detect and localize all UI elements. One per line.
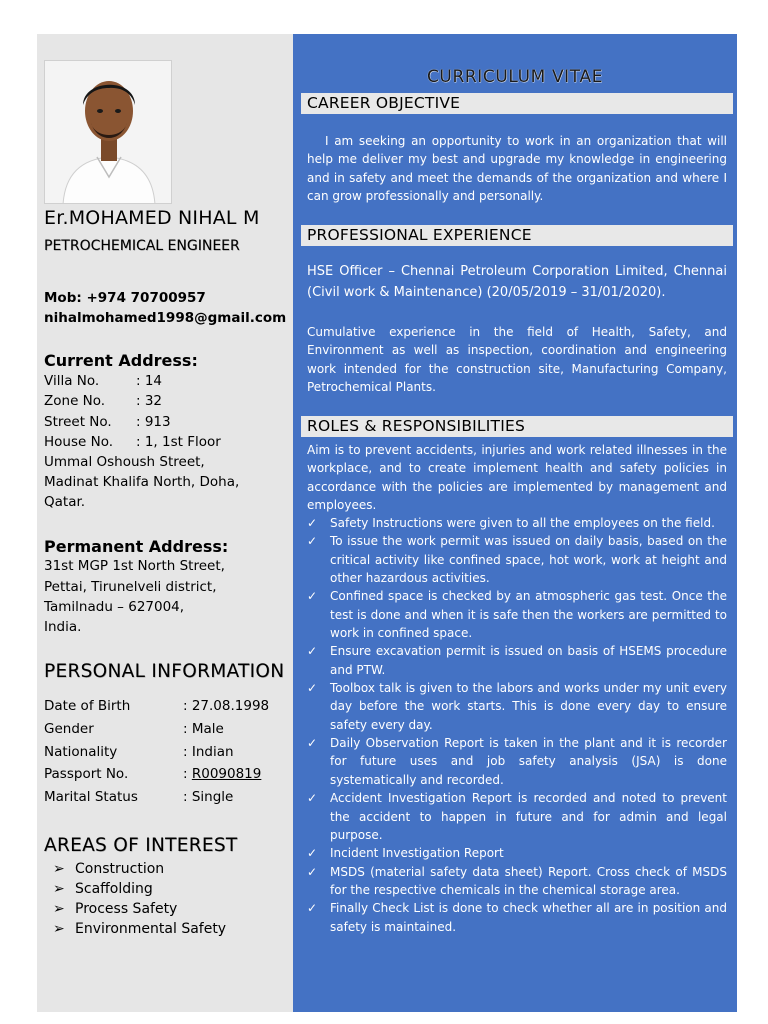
mobile-number: Mob: +974 70700957 xyxy=(44,290,206,306)
email-address: nihalmohamed1998@gmail.com xyxy=(44,310,287,326)
list-item: ✓ Finally Check List is done to check whether all are in position and safety is maintained. xyxy=(307,901,727,934)
candidate-name: Er.MOHAMED NIHAL M xyxy=(44,207,260,229)
personal-row: Marital Status : Single xyxy=(44,789,234,805)
address-line: Pettai, Tirunelveli district, xyxy=(44,579,217,595)
check-icon: ✓ xyxy=(307,534,318,549)
check-icon: ✓ xyxy=(307,681,318,696)
list-item: ✓ Safety Instructions were given to all the employees on the field. xyxy=(307,514,727,532)
arrow-bullet-icon: ➢ xyxy=(53,901,65,917)
resume-page xyxy=(37,34,737,1012)
check-icon: ✓ xyxy=(307,791,318,806)
list-item: ✓ Incident Investigation Report xyxy=(307,844,727,862)
arrow-bullet-icon: ➢ xyxy=(53,921,65,937)
document-title: CURRICULUM VITAE xyxy=(426,67,604,87)
personal-row: Gender : Male xyxy=(44,721,224,737)
list-item: ✓ To issue the work permit was issued on daily basis, based on the critical activity like confined space, hot work, work at height and other hazardous activities. xyxy=(307,534,727,586)
address-line: India. xyxy=(44,619,82,635)
interest-item: ➢ Process Safety xyxy=(53,901,178,917)
list-item: ✓ MSDS (material safety data sheet) Report. Cross check of MSDS for the respective chemicals in the chemical storage area. xyxy=(307,864,727,897)
address-line: Tamilnadu – 627004, xyxy=(44,599,185,615)
list-item: ✓ Accident Investigation Report is recorded and noted to prevent the accident to happen in future and for admin and legal purpose. xyxy=(307,791,727,842)
list-item: ✓ Toolbox talk is given to the labors and works under my unit every day before the work starts. This is done every day to ensure safety every day. xyxy=(307,681,727,732)
address-row: Villa No. : 14 xyxy=(44,373,163,389)
career-objective-heading: CAREER OBJECTIVE xyxy=(301,93,733,114)
experience-heading: PROFESSIONAL EXPERIENCE xyxy=(301,225,733,246)
roles-intro: Aim is to prevent accidents, injuries and work related illnesses in the workplace, and to create implement health and safety policies in accordance with the policies are implemented by management and employees. xyxy=(307,443,727,512)
personal-info-heading: PERSONAL INFORMATION xyxy=(44,661,285,682)
current-address-heading: Current Address: xyxy=(44,351,198,370)
address-line: 31st MGP 1st North Street, xyxy=(44,558,225,574)
arrow-bullet-icon: ➢ xyxy=(53,861,65,877)
experience-summary: Cumulative experience in the field of Health, Safety, and Environment as well as inspection, coordination and engineering work intended for the construction site, Manufacturing Company, Petrochemical Plants. xyxy=(307,325,727,394)
personal-row: Date of Birth : 27.08.1998 xyxy=(44,698,270,714)
list-item: ✓ Confined space is checked by an atmospheric gas test. Once the test is done and when it is safe then the workers are permitted to work in confined space. xyxy=(307,589,727,641)
left-sidebar xyxy=(37,34,293,1012)
personal-row: Passport No. : R0090819 xyxy=(44,766,262,782)
experience-role: HSE Officer – Chennai Petroleum Corporation Limited, Chennai (Civil work & Maintenance) (20/05/2019 – 31/01/2020). xyxy=(307,264,727,300)
check-icon: ✓ xyxy=(307,864,318,879)
career-objective-text: I am seeking an opportunity to work in an organization that will help me deliver my best and upgrade my knowledge in engineering and in safety and meet the demands of the organization and where I can grow professionally and personally. xyxy=(307,134,727,203)
roles-heading: ROLES & RESPONSIBILITIES xyxy=(301,416,733,437)
passport-number: R0090819 xyxy=(191,766,262,782)
profile-photo xyxy=(44,60,172,204)
interest-item: ➢ Environmental Safety xyxy=(53,921,227,937)
interests-heading: AREAS OF INTEREST xyxy=(44,835,238,856)
address-row: Street No. : 913 xyxy=(44,414,171,430)
interest-item: ➢ Scaffolding xyxy=(53,881,153,897)
arrow-bullet-icon: ➢ xyxy=(53,881,65,897)
interest-item: ➢ Construction xyxy=(53,861,165,877)
address-line: Qatar. xyxy=(44,494,86,510)
check-icon: ✓ xyxy=(307,901,318,916)
list-item: ✓ Daily Observation Report is taken in the plant and it is recorder for future uses and job safety analysis (JSA) is done systematically and recorded. xyxy=(307,736,727,787)
permanent-address-heading: Permanent Address: xyxy=(44,537,229,556)
list-item: ✓ Ensure excavation permit is issued on basis of HSEMS procedure and PTW. xyxy=(307,644,727,677)
address-line: Ummal Oshoush Street, xyxy=(44,454,205,470)
check-icon: ✓ xyxy=(307,736,318,751)
address-line: Madinat Khalifa North, Doha, xyxy=(44,474,240,490)
check-icon: ✓ xyxy=(307,516,318,530)
main-panel xyxy=(293,34,737,1012)
address-row: Zone No. : 32 xyxy=(44,393,163,409)
candidate-title: PETROCHEMICAL ENGINEER xyxy=(44,238,240,254)
personal-row: Nationality : Indian xyxy=(44,744,234,760)
check-icon: ✓ xyxy=(307,846,318,861)
address-row: House No. : 1, 1st Floor xyxy=(44,434,221,450)
roles-list xyxy=(307,514,727,936)
check-icon: ✓ xyxy=(307,589,318,604)
check-icon: ✓ xyxy=(307,644,318,659)
